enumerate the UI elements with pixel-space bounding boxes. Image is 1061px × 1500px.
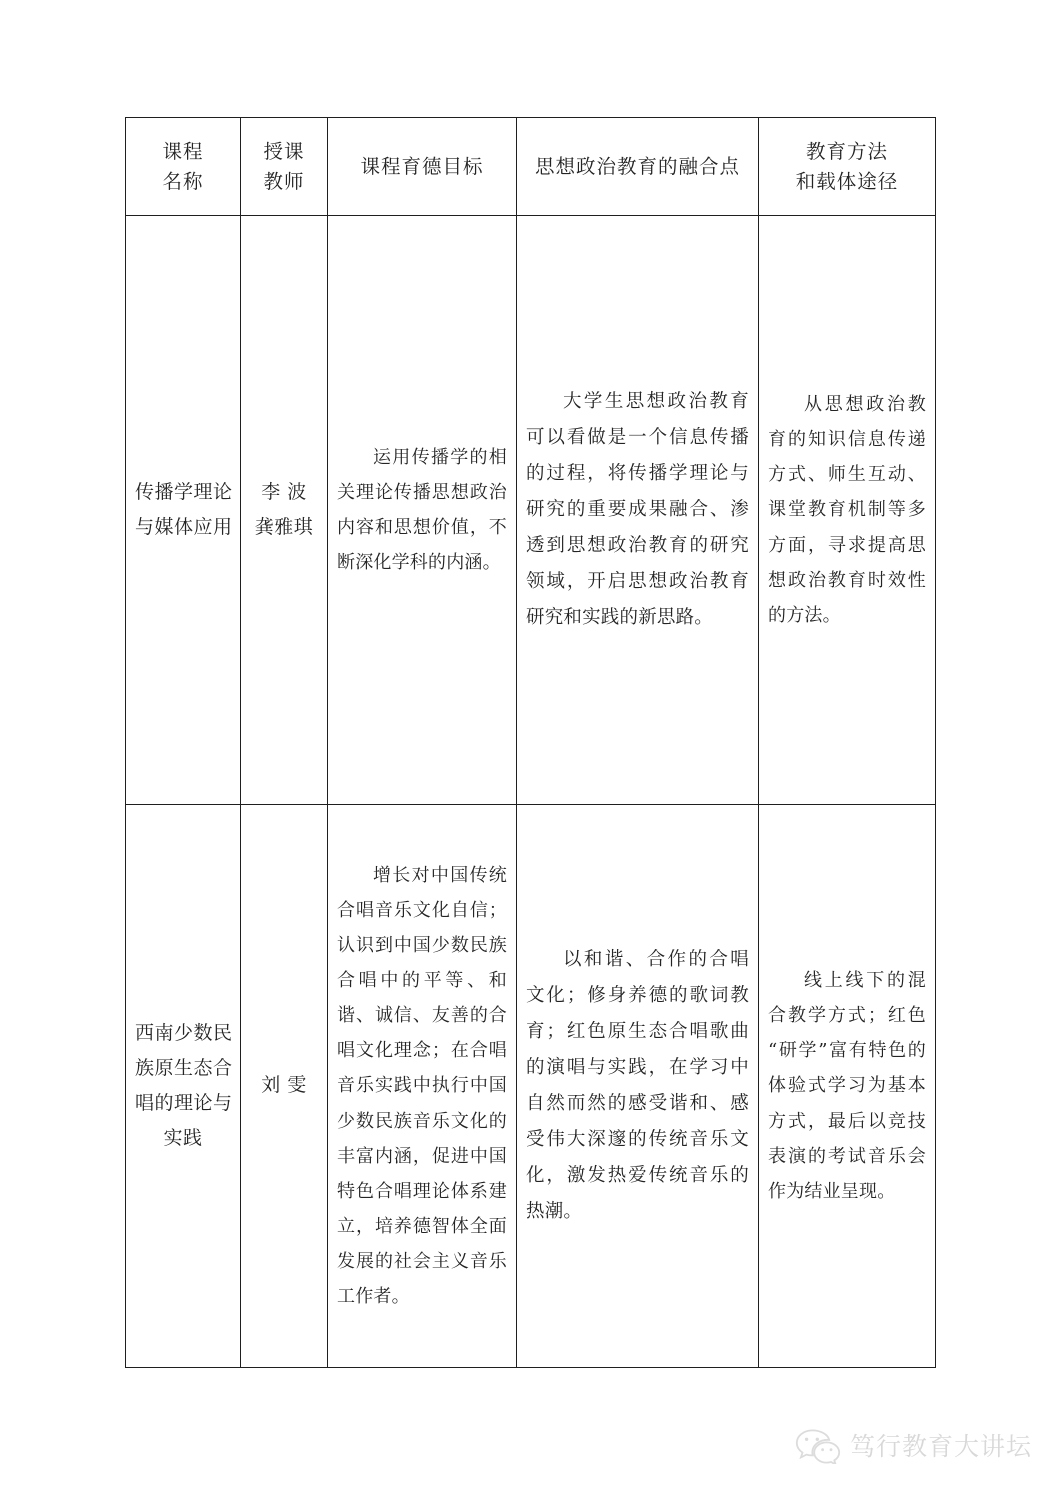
column-header-moral-goal [328,118,517,216]
column-header-line: 思想政治教育的融合点 [534,154,740,178]
table [125,117,936,1368]
column-header-method-carrier [759,118,936,216]
cell-course-name [126,805,241,1368]
column-header-line: 教师 [263,169,305,193]
cell-integration-point: 以和谐、合作的合唱文化；修身养德的歌词教育；红色原生态合唱歌曲的演唱与实践，在学习中自然而然的感受谐和、感受伟大深邃的传统音乐文化，激发热爱传统音乐的热潮。 [517,805,759,1368]
teacher-name-line: 刘 雯 [261,1074,307,1097]
course-moral-education-table [125,117,935,1368]
table-header-row [126,118,936,216]
wechat-account-watermark [795,1428,1032,1464]
column-header-line: 和载体途径 [795,169,899,193]
cell-integration-point: 大学生思想政治教育可以看做是一个信息传播的过程，将传播学理论与研究的重要成果融合、渗透到思想政治教育的研究领域，开启思想政治教育研究和实践的新思路。 [517,216,759,805]
cell-moral-goal: 增长对中国传统合唱音乐文化自信；认识到中国少数民族合唱中的平等、和谐、诚信、友善的合唱文化理念；在合唱音乐实践中执行中国少数民族音乐文化的丰富内涵，促进中国特色合唱理论体系建立，培养德智体全面发展的社会主义音乐工作者。 [328,805,517,1368]
table-header [126,118,936,216]
course-name-line: 唱的理论与 [135,1092,233,1114]
column-header-line: 授课 [263,140,305,164]
wechat-account-name: 笃行教育大讲坛 [850,1431,1033,1461]
course-name-line: 传播学理论 [135,480,233,503]
course-name-line: 与媒体应用 [135,516,233,538]
column-header-line: 名称 [162,169,204,193]
cell-teacher [241,216,328,805]
course-name-line: 西南少数民 [135,1021,233,1044]
column-header-integration-point [517,118,759,216]
table-body [126,216,936,1368]
column-header-course-name [126,118,241,216]
cell-method-carrier: 线上线下的混合教学方式；红色“研学”富有特色的体验式学习为基本方式，最后以竞技表演的考试音乐会作为结业呈现。 [759,805,936,1368]
table-row [126,805,936,1368]
column-header-line: 教育方法 [805,140,888,164]
column-header-line: 课程育德目标 [360,154,484,178]
column-header-line: 课程 [162,140,204,164]
teacher-name-line: 龚雅琪 [254,516,314,538]
column-header-teacher [241,118,328,216]
table-row [126,216,936,805]
course-name-line: 族原生态合 [135,1056,233,1079]
cell-moral-goal: 运用传播学的相关理论传播思想政治内容和思想价值，不断深化学科的内涵。 [328,216,517,805]
cell-teacher [241,805,328,1368]
course-name-line: 实践 [163,1127,203,1150]
teacher-name-line: 李 波 [261,480,307,503]
cell-course-name [126,216,241,805]
wechat-icon [795,1428,841,1464]
cell-method-carrier: 从思想政治教育的知识信息传递方式、师生互动、课堂教育机制等多方面，寻求提高思想政治教育时效性的方法。 [759,216,936,805]
